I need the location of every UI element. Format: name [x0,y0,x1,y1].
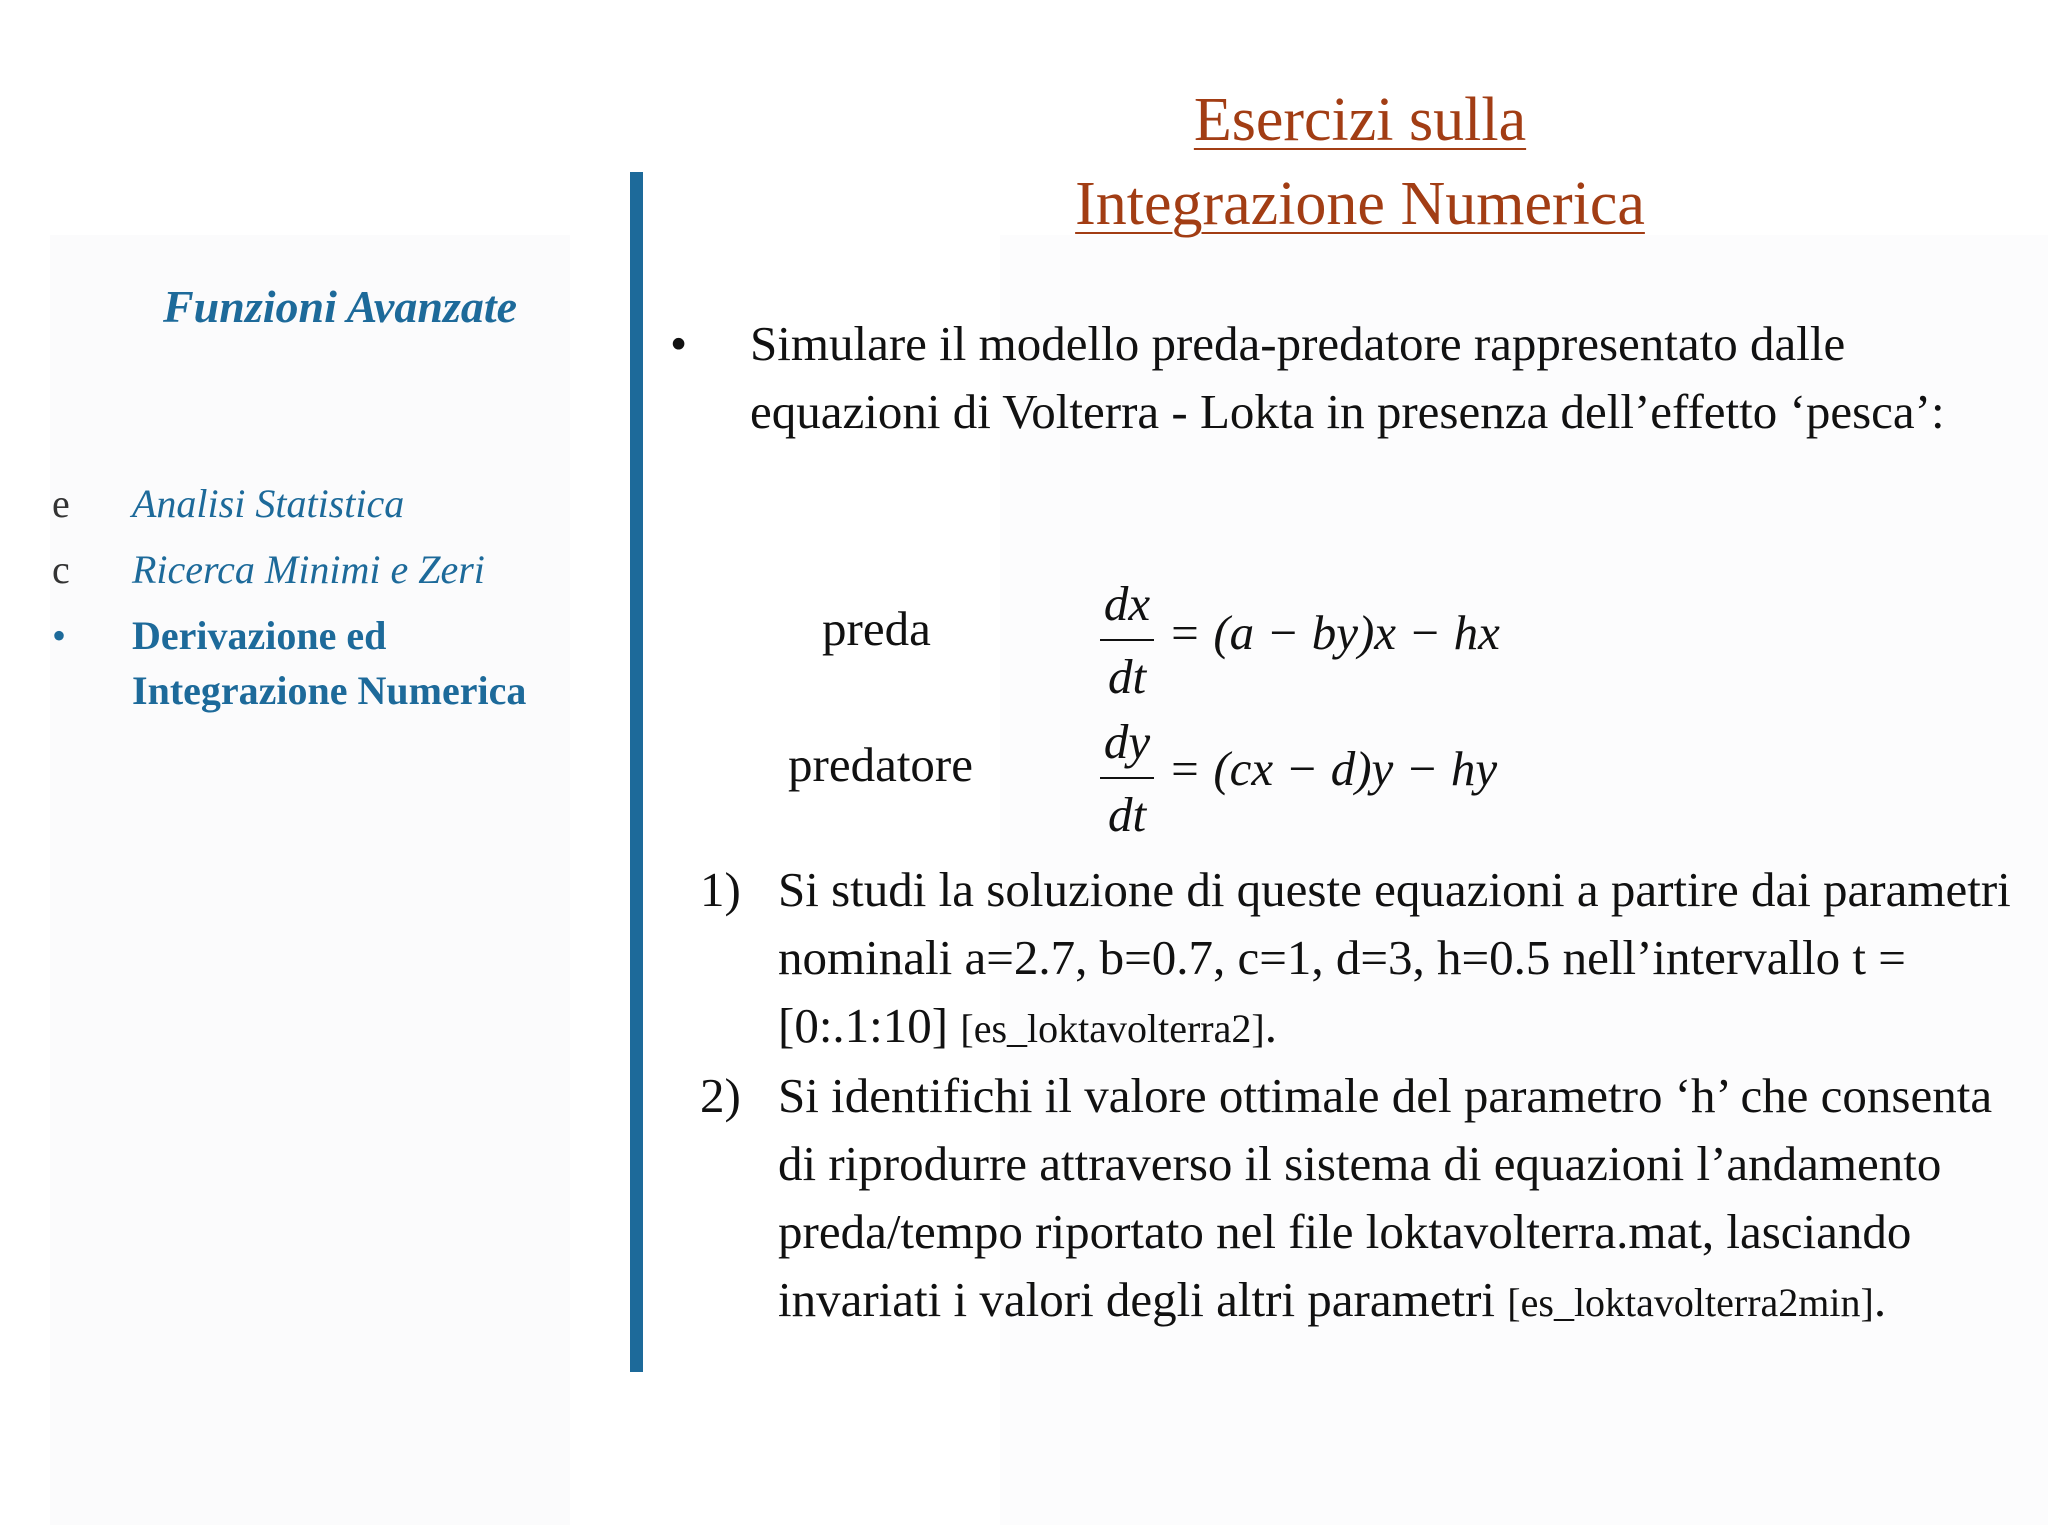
sidebar-heading: Funzioni Avanzate [162,281,518,332]
fraction-numerator: dx [1103,576,1151,631]
intro-text: Simulare il modello preda-predatore rappresentato dalle equazioni di Volterra - Lokta in presenza dell’effetto ‘pesca’: [750,316,1945,439]
task-script-reference: [es_loktavolterra2min] [1507,1280,1874,1325]
intro-bullet [670,310,1990,446]
slide-title [860,78,1860,246]
equation-rhs-predatore: = (cx − d)y − hy [1168,741,1498,796]
sidebar-item-marker: e [52,481,70,526]
fraction-denominator: dt [1107,787,1147,842]
sidebar-item-label: Ricerca Minimi e Zeri [132,547,485,592]
title-line-2: Integrazione Numerica [1075,170,1645,238]
equation-label-predatore: predatore [788,737,973,792]
task-body: Si studi la soluzione di queste equazioni a partire dai parametri nominali a=2.7, b=0.7, c=1, d=3, h=0.5 nell’intervallo t = [0:.1:10] [778,862,2011,1053]
task-item-2 [700,1062,2020,1337]
sidebar-item-label: Analisi Statistica [132,481,405,526]
title-line-1: Esercizi sulla [1193,86,1527,154]
sidebar-item-marker: c [52,547,70,592]
vertical-divider [630,172,643,1372]
task-end: . [1873,1272,1887,1327]
sidebar-item-ricerca-minimi [52,542,612,597]
sidebar-background [50,235,570,1525]
sidebar-item-derivazione [52,608,612,718]
bullet-marker: • [670,316,688,371]
task-item-1 [700,856,2020,1063]
task-text [778,1062,2020,1337]
equation-fraction-dxdt [1100,572,1154,709]
fraction-denominator: dt [1107,649,1147,704]
sidebar-list [52,476,612,729]
equation-fraction-dydt [1100,710,1154,847]
equation-label-preda: preda [822,601,931,656]
task-number: 2) [700,1068,741,1123]
fraction-bar [1100,777,1154,779]
sidebar-item-label-line-2: Integrazione Numerica [132,668,527,713]
fraction-numerator: dy [1103,714,1151,769]
equation-rhs-preda: = (a − by)x − hx [1168,605,1500,660]
task-number: 1) [700,862,741,917]
task-script-reference: [es_loktavolterra2] [960,1006,1265,1051]
task-body: Si identifichi il valore ottimale del parametro ‘h’ che consenta di riprodurre attraverso il sistema di equazioni l’andamento preda/tempo riportato nel file loktavolterra.mat, lasciando invariati i valori degli altri parametri [778,1068,1993,1327]
fraction-bar [1100,639,1154,641]
sidebar-item-label-line-1: Derivazione ed [132,613,387,658]
task-text [778,856,2020,1063]
sidebar-item-analisi-statistica [52,476,612,531]
task-end: . [1264,998,1277,1053]
sidebar-item-marker: • [52,613,67,658]
